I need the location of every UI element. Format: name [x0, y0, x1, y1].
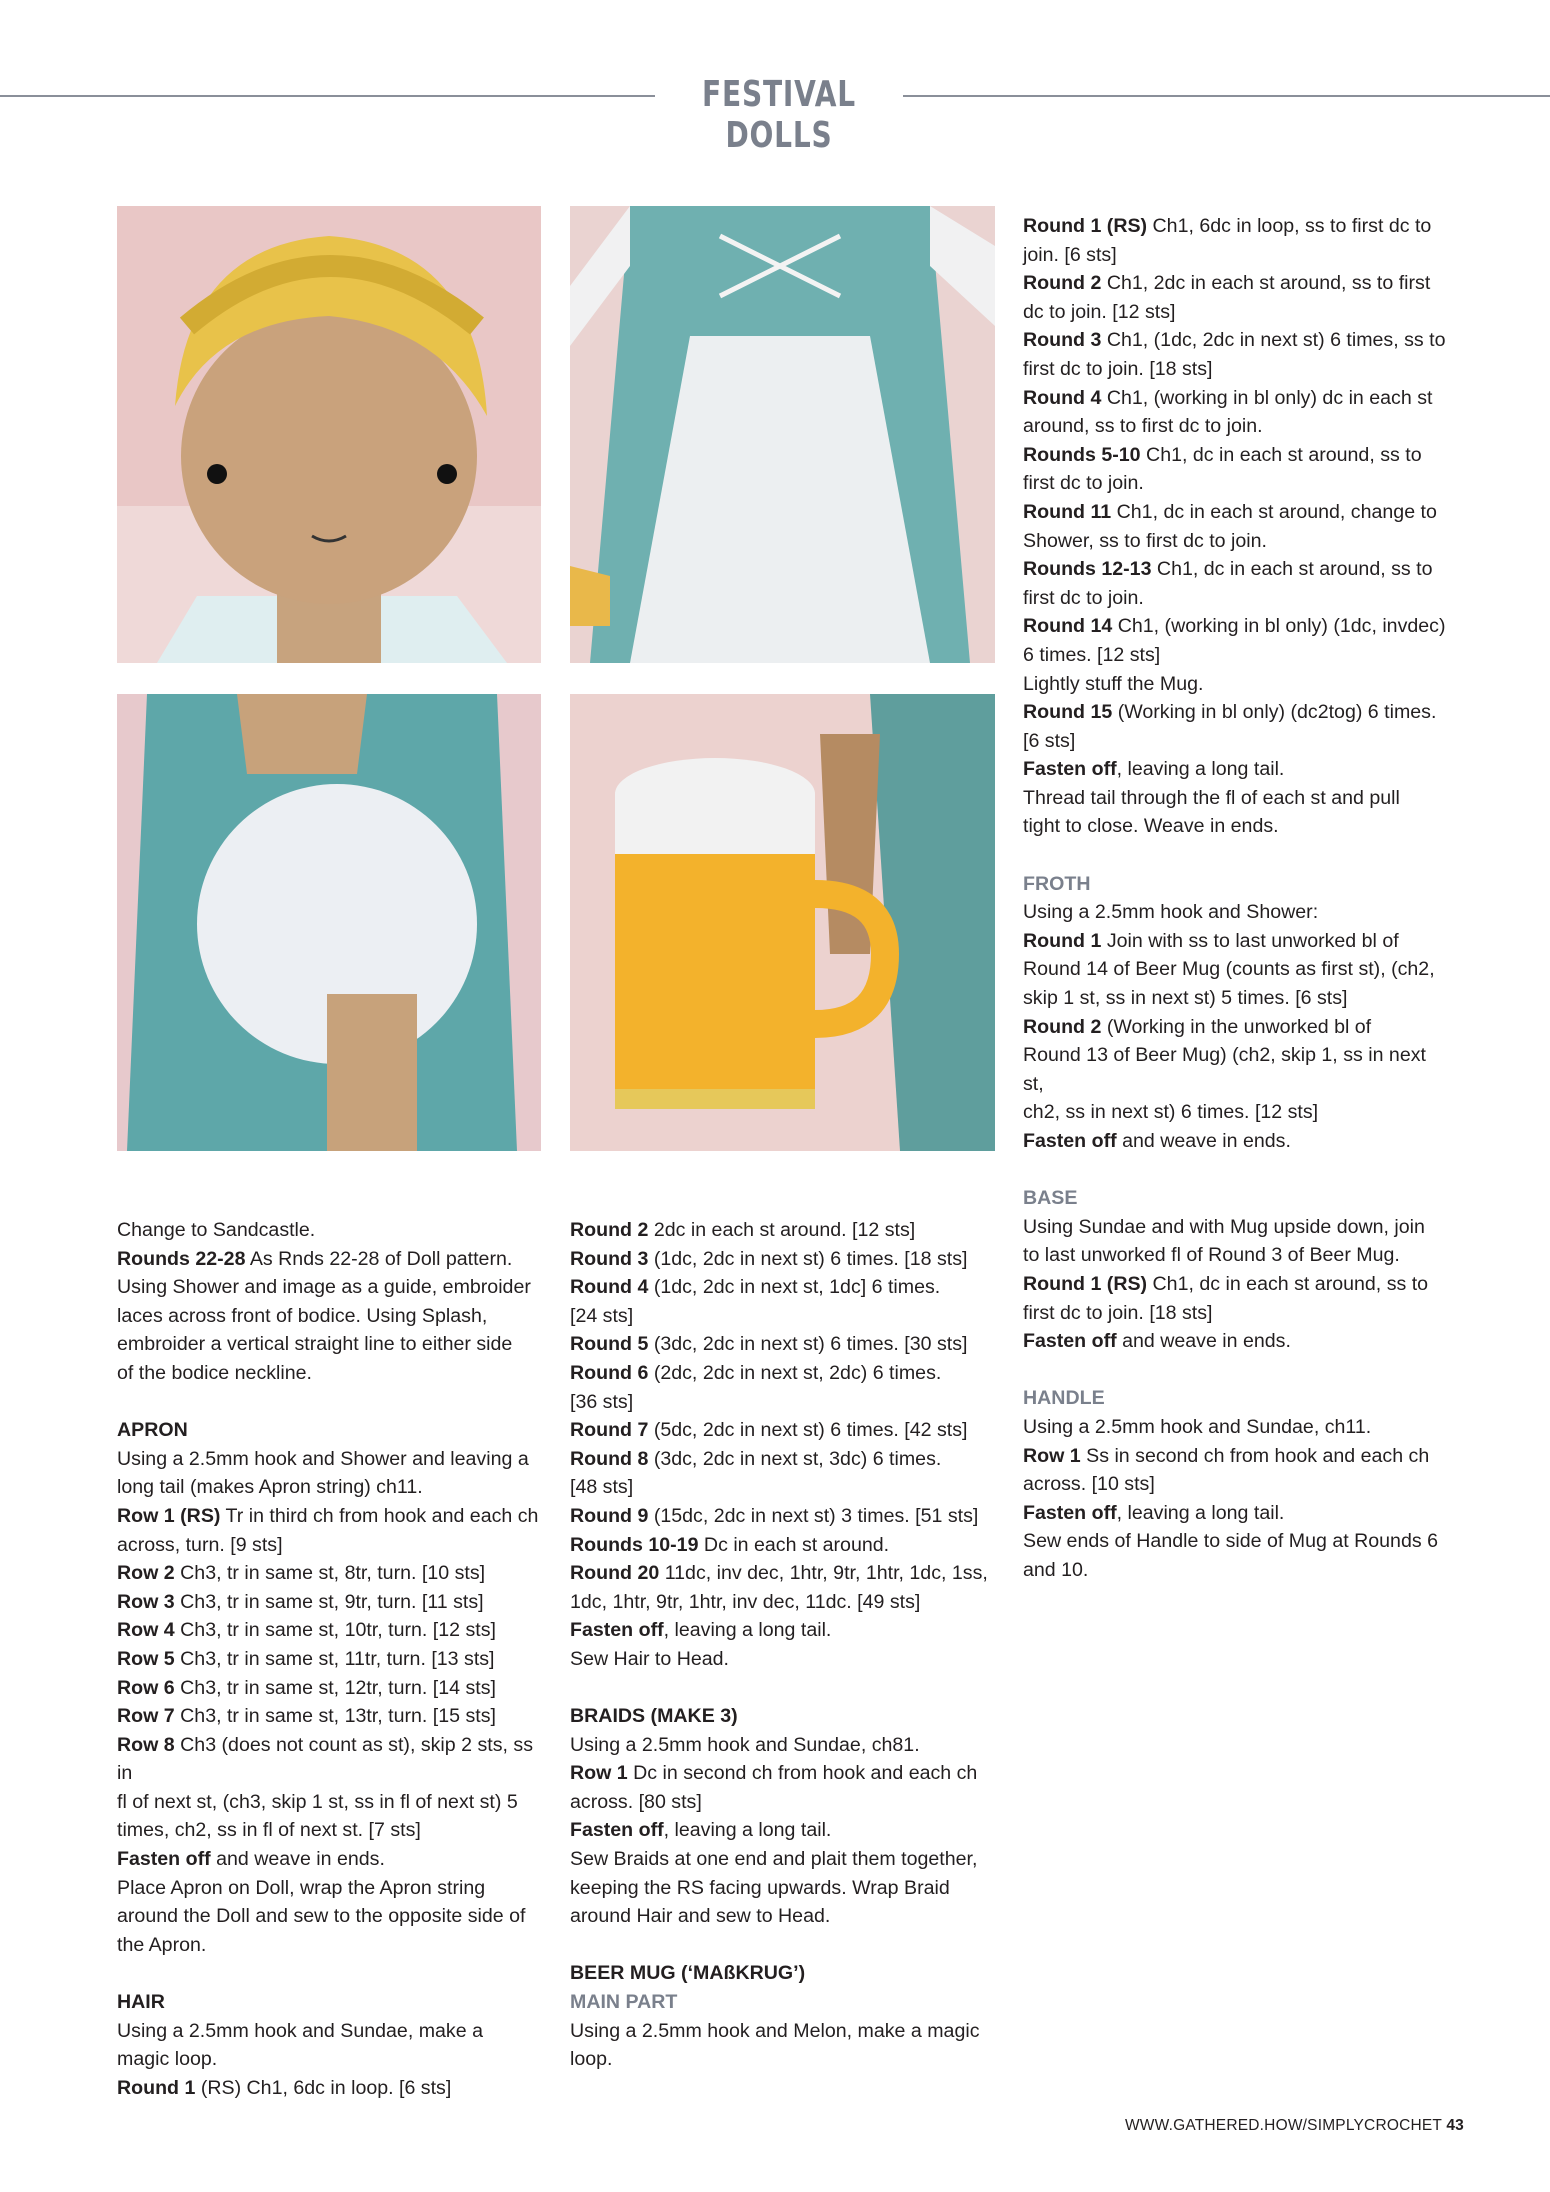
- text-line: across. [80 sts]: [570, 1790, 702, 1813]
- text-line: dc to join. [12 sts]: [1023, 300, 1176, 323]
- text-line: Rounds 10-19 Dc in each st around.: [570, 1533, 890, 1556]
- section-heading-hair: HAIR: [117, 1991, 165, 2014]
- text-line: [6 sts]: [1023, 729, 1076, 752]
- text-line: first dc to join. [18 sts]: [1023, 1301, 1213, 1324]
- text-line: magic loop.: [117, 2048, 218, 2071]
- text-line: first dc to join. [18 sts]: [1023, 357, 1213, 380]
- text-line: keeping the RS facing upwards. Wrap Braid: [570, 1876, 950, 1899]
- subheading-froth: FROTH: [1023, 872, 1091, 895]
- text-line: Round 1 (RS) Ch1, dc in each st around, ss to: [1023, 1272, 1429, 1295]
- doll-head-icon: [117, 206, 541, 663]
- text-line: Round 1 Join with ss to last unworked bl of: [1023, 929, 1399, 952]
- section-heading-apron: APRON: [117, 1419, 188, 1442]
- text-line: Fasten off and weave in ends.: [117, 1848, 385, 1871]
- photo-doll-head: [117, 206, 541, 663]
- text-line: Rounds 22-28 As Rnds 22-28 of Doll pattern.: [117, 1247, 513, 1270]
- text-line: Row 2 Ch3, tr in same st, 8tr, turn. [10 sts]: [117, 1562, 486, 1585]
- text-line: Round 13 of Beer Mug) (ch2, skip 1, ss in next st,: [1023, 1044, 1426, 1095]
- text-line: Round 14 of Beer Mug (counts as first st), (ch2,: [1023, 958, 1435, 981]
- text-line: [24 sts]: [570, 1304, 634, 1327]
- section-heading-beer-mug: BEER MUG (‘MAßKRUG’): [570, 1962, 806, 1985]
- text-line: and 10.: [1023, 1558, 1089, 1581]
- text-line: tight to close. Weave in ends.: [1023, 815, 1279, 838]
- subheading-handle: HANDLE: [1023, 1387, 1105, 1410]
- text-line: ch2, ss in next st) 6 times. [12 sts]: [1023, 1101, 1319, 1124]
- page-footer: [1125, 2117, 1464, 2135]
- text-line: Row 1 Ss in second ch from hook and each ch: [1023, 1444, 1430, 1467]
- text-line: Row 3 Ch3, tr in same st, 9tr, turn. [11 sts]: [117, 1590, 484, 1613]
- text-line: Fasten off, leaving a long tail.: [570, 1819, 832, 1842]
- text-line: Round 2 Ch1, 2dc in each st around, ss to first: [1023, 272, 1431, 295]
- text-line: Row 4 Ch3, tr in same st, 10tr, turn. [12 sts]: [117, 1619, 496, 1642]
- column-right: [1023, 212, 1448, 1585]
- column-left: [117, 1216, 542, 2102]
- text-line: Round 4 Ch1, (working in bl only) dc in each st: [1023, 386, 1433, 409]
- text-line: Round 3 Ch1, (1dc, 2dc in next st) 6 times, ss to: [1023, 329, 1446, 352]
- text-line: embroider a vertical straight line to either side: [117, 1333, 513, 1356]
- text-line: Fasten off, leaving a long tail.: [1023, 758, 1285, 781]
- text-line: [48 sts]: [570, 1476, 634, 1499]
- text-line: Row 1 Dc in second ch from hook and each ch: [570, 1762, 978, 1785]
- text-line: Fasten off and weave in ends.: [1023, 1330, 1291, 1353]
- text-line: Round 14 Ch1, (working in bl only) (1dc, invdec): [1023, 615, 1446, 638]
- photo-doll-sleeve: [117, 694, 541, 1151]
- text-line: Using a 2.5mm hook and Sundae, ch81.: [570, 1733, 920, 1756]
- text-line: around Hair and sew to Head.: [570, 1905, 831, 1928]
- text-line: Using a 2.5mm hook and Shower and leaving a: [117, 1447, 529, 1470]
- text-line: Round 8 (3dc, 2dc in next st, 3dc) 6 times.: [570, 1447, 942, 1470]
- text-line: Change to Sandcastle.: [117, 1219, 316, 1241]
- page-number: 43: [1446, 2117, 1464, 2134]
- text-line: across, turn. [9 sts]: [117, 1533, 283, 1556]
- text-line: long tail (makes Apron string) ch11.: [117, 1476, 423, 1499]
- text-line: to last unworked fl of Round 3 of Beer Mug.: [1023, 1244, 1400, 1267]
- page-title: FESTIVAL DOLLS: [702, 74, 856, 156]
- text-line: Fasten off, leaving a long tail.: [570, 1619, 832, 1642]
- column-middle: [570, 1216, 995, 2074]
- text-line: around the Doll and sew to the opposite side of: [117, 1905, 526, 1928]
- text-line: 1dc, 1htr, 9tr, 1htr, inv dec, 11dc. [49 sts]: [570, 1590, 921, 1613]
- subheading-main-part: MAIN PART: [570, 1991, 678, 2014]
- text-line: of the bodice neckline.: [117, 1361, 312, 1384]
- text-line: Using a 2.5mm hook and Sundae, make a: [117, 2019, 483, 2042]
- text-line: Row 8 Ch3 (does not count as st), skip 2 sts, ss in: [117, 1733, 533, 1785]
- text-line: Using a 2.5mm hook and Melon, make a magic: [570, 2019, 980, 2042]
- text-line: across. [10 sts]: [1023, 1473, 1155, 1496]
- text-line: Round 1 (RS) Ch1, 6dc in loop. [6 sts]: [117, 2076, 452, 2099]
- text-line: laces across front of bodice. Using Splash,: [117, 1304, 488, 1327]
- text-line: Using Shower and image as a guide, embroider: [117, 1276, 531, 1299]
- text-line: [36 sts]: [570, 1390, 634, 1413]
- text-line: 6 times. [12 sts]: [1023, 643, 1161, 666]
- photo-doll-apron: [570, 206, 995, 663]
- text-line: Sew Hair to Head.: [570, 1647, 729, 1670]
- text-line: Round 6 (2dc, 2dc in next st, 2dc) 6 times.: [570, 1361, 942, 1384]
- text-line: fl of next st, (ch3, skip 1 st, ss in fl of next st) 5: [117, 1790, 518, 1813]
- text-line: Lightly stuff the Mug.: [1023, 672, 1204, 695]
- text-line: Round 2 (Working in the unworked bl of: [1023, 1015, 1372, 1038]
- text-line: Sew ends of Handle to side of Mug at Rounds 6: [1023, 1530, 1438, 1553]
- section-heading-braids: BRAIDS (MAKE 3): [570, 1705, 738, 1728]
- text-line: Using Sundae and with Mug upside down, join: [1023, 1215, 1425, 1238]
- header-rule-right: [903, 95, 1550, 97]
- photo-beer-mug: [570, 694, 995, 1151]
- text-line: Place Apron on Doll, wrap the Apron string: [117, 1876, 486, 1899]
- text-line: Row 7 Ch3, tr in same st, 13tr, turn. [15 sts]: [117, 1705, 496, 1728]
- text-line: Rounds 5-10 Ch1, dc in each st around, ss to: [1023, 443, 1422, 466]
- text-line: Fasten off and weave in ends.: [1023, 1130, 1291, 1152]
- text-line: first dc to join.: [1023, 586, 1144, 609]
- doll-sleeve-icon: [117, 694, 541, 1151]
- text-line: join. [6 sts]: [1023, 243, 1117, 266]
- text-line: Fasten off, leaving a long tail.: [1023, 1501, 1285, 1524]
- text-line: Row 5 Ch3, tr in same st, 11tr, turn. [13 sts]: [117, 1647, 495, 1670]
- text-line: Shower, ss to first dc to join.: [1023, 529, 1267, 552]
- text-line: Rounds 12-13 Ch1, dc in each st around, ss to: [1023, 558, 1433, 581]
- text-line: Thread tail through the fl of each st and pull: [1023, 786, 1400, 809]
- text-line: Sew Braids at one end and plait them together,: [570, 1848, 978, 1871]
- text-line: Row 6 Ch3, tr in same st, 12tr, turn. [14 sts]: [117, 1676, 496, 1699]
- subheading-base: BASE: [1023, 1187, 1078, 1210]
- text-line: Round 9 (15dc, 2dc in next st) 3 times. [51 sts]: [570, 1504, 979, 1527]
- footer-url[interactable]: WWW.GATHERED.HOW/SIMPLYCROCHET: [1124, 2117, 1442, 2134]
- text-line: the Apron.: [117, 1933, 207, 1956]
- text-line: Using a 2.5mm hook and Shower:: [1023, 901, 1319, 924]
- beer-mug-icon: [570, 694, 995, 1151]
- text-line: Using a 2.5mm hook and Sundae, ch11.: [1023, 1415, 1372, 1438]
- text-line: Round 15 (Working in bl only) (dc2tog) 6 times.: [1023, 701, 1437, 724]
- text-line: Row 1 (RS) Tr in third ch from hook and each ch: [117, 1504, 539, 1527]
- text-line: Round 3 (1dc, 2dc in next st) 6 times. [18 sts]: [570, 1247, 968, 1270]
- text-line: Round 5 (3dc, 2dc in next st) 6 times. [30 sts]: [570, 1333, 968, 1356]
- text-line: Round 2 2dc in each st around. [12 sts]: [570, 1219, 916, 1241]
- text-line: times, ch2, ss in fl of next st. [7 sts]: [117, 1819, 421, 1842]
- text-line: skip 1 st, ss in next st) 5 times. [6 sts]: [1023, 987, 1348, 1010]
- doll-apron-icon: [570, 206, 995, 663]
- text-line: Round 4 (1dc, 2dc in next st, 1dc] 6 times.: [570, 1276, 941, 1299]
- text-line: Round 7 (5dc, 2dc in next st) 6 times. [42 sts]: [570, 1419, 968, 1442]
- text-line: around, ss to first dc to join.: [1023, 415, 1263, 438]
- text-line: Round 20 11dc, inv dec, 1htr, 9tr, 1htr, 1dc, 1ss,: [570, 1562, 988, 1585]
- text-line: Round 1 (RS) Ch1, 6dc in loop, ss to first dc to: [1023, 215, 1432, 237]
- text-line: first dc to join.: [1023, 472, 1144, 495]
- text-line: loop.: [570, 2048, 613, 2071]
- text-line: Round 11 Ch1, dc in each st around, change to: [1023, 500, 1437, 523]
- header-rule-left: [0, 95, 655, 97]
